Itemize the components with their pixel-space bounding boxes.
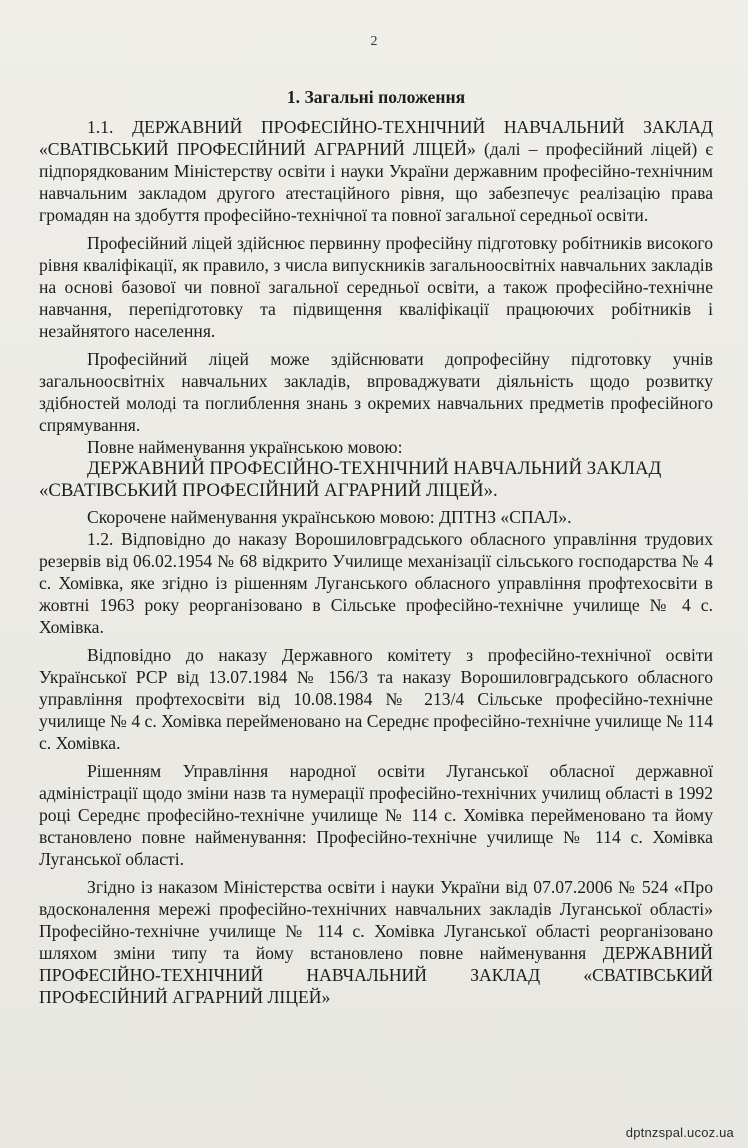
paragraph-1-1: 1.1. ДЕРЖАВНИЙ ПРОФЕСІЙНО-ТЕХНІЧНИЙ НАВЧАЛЬНИЙ ЗАКЛАД «СВАТІВСЬКИЙ ПРОФЕСІЙНИЙ АГРАРНИЙ ЛІЦЕЙ» (далі – професійний ліцей) є підпорядкованим Міністерству освіти і науки України державним професійно-технічним навчальним закладом другого атестаційного рівня, що забезпечує реалізацію права громадян на здобуття професійно-технічної та повної загальної середньої освіти. (39, 117, 713, 225)
document-body (39, 86, 713, 1014)
paragraph-1984: Відповідно до наказу Державного комітету з професійно-технічної освіти Української РСР від 13.07.1984 № 156/3 та наказу Ворошиловградського обласного управління профтехосвіти від 10.08.1984 № 213/4 Сільське професійно-технічне училище № 4 с. Хомівка перейменовано на Середнє професійно-технічне училище № 114 с. Хомівка. (39, 645, 713, 753)
paragraph-1-2: 1.2. Відповідно до наказу Ворошиловградського обласного управління трудових резервів від 06.02.1954 № 68 відкрито Училище механізації сільського господарства № 4 с. Хомівка, яке згідно із рішенням Луганського обласного управління профтехосвіти в жовтні 1963 року реорганізовано в Сільське професійно-технічне училище № 4 с. Хомівка. (39, 529, 713, 637)
full-name-line-2: «СВАТІВСЬКИЙ ПРОФЕСІЙНИЙ АГРАРНИЙ ЛІЦЕЙ». (39, 480, 498, 501)
full-name-line-1: ДЕРЖАВНИЙ ПРОФЕСІЙНО-ТЕХНІЧНИЙ НАВЧАЛЬНИЙ ЗАКЛАД (87, 458, 662, 479)
paragraph-2006: Згідно із наказом Міністерства освіти і науки України від 07.07.2006 № 524 «Про вдосконалення мережі професійно-технічних навчальних закладів Луганської області» Професійно-технічне училище № 114 с. Хомівка Луганської області реорганізовано шляхом зміни типу та йому встановлено повне найменування ДЕРЖАВНИЙ ПРОФЕСІЙНО-ТЕХНІЧНИЙ НАВЧАЛЬНИЙ ЗАКЛАД «СВАТІВСЬКИЙ ПРОФЕСІЙНИЙ АГРАРНИЙ ЛІЦЕЙ» (39, 877, 713, 1007)
page-number: 2 (370, 34, 378, 49)
full-name-label: Повне найменування українською мовою: (87, 437, 403, 457)
site-watermark: dptnzspal.ucoz.ua (625, 1125, 734, 1140)
short-name: Скорочене найменування українською мовою: ДПТНЗ «СПАЛ». (87, 507, 572, 527)
paragraph-1992: Рішенням Управління народної освіти Луганської обласної державної адміністрації щодо зміни назв та нумерації професійно-технічних училищ області в 1992 році Середнє професійно-технічне училище № 114 с. Хомівка перейменовано та йому встановлено повне найменування: Професійно-технічне училище № 114 с. Хомівка Луганської області. (39, 761, 713, 869)
section-title: 1. Загальні положення (286, 87, 466, 107)
paragraph-training: Професійний ліцей здійснює первинну професійну підготовку робітників високого рівня кваліфікації, як правило, з числа випускників загальноосвітніх навчальних закладів на основі базової чи повної загальної середньої освіти, а також професійно-технічне навчання, перепідготовку та підвищення кваліфікації працюючих робітників і незайнятого населення. (39, 233, 713, 341)
paragraph-pre-professional: Професійний ліцей може здійснювати допрофесійну підготовку учнів загальноосвітніх навчальних закладів, впроваджувати діяльність щодо розвитку здібностей молоді та поглиблення знань з окремих навчальних предметів професійного спрямування. (39, 349, 713, 435)
